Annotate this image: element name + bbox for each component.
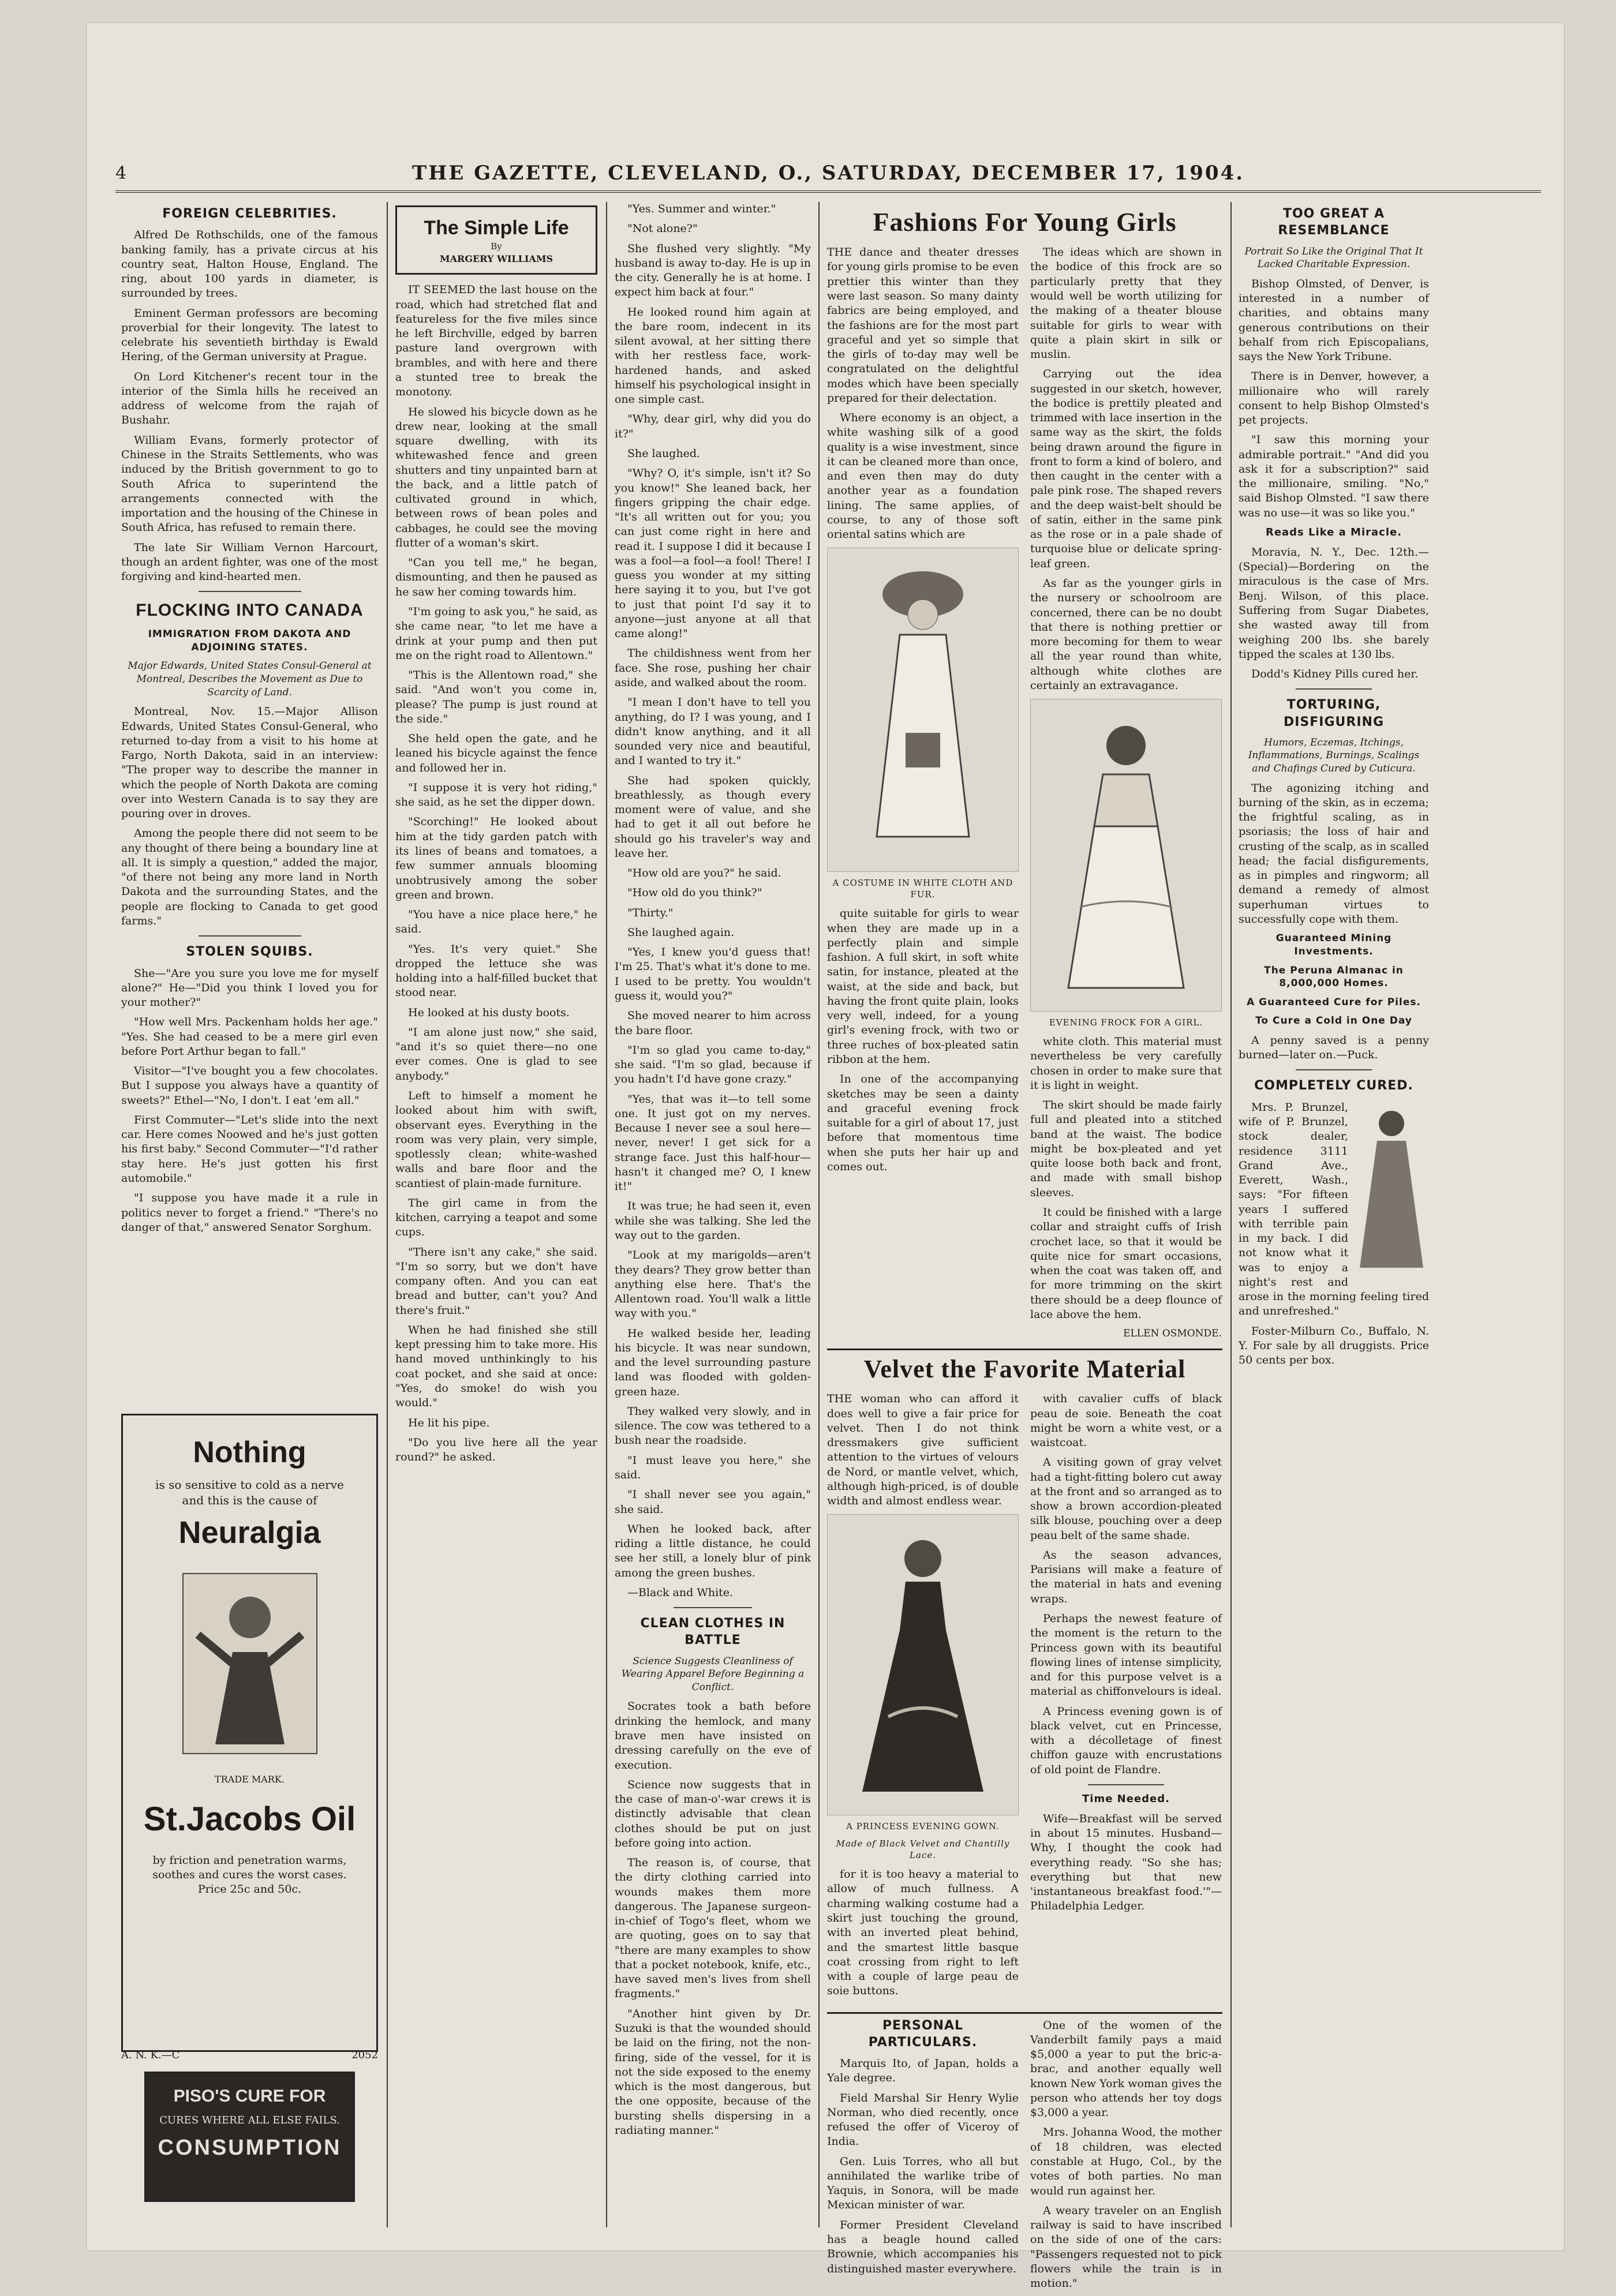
- newspaper-page: [87, 23, 1564, 2290]
- paragraph: He walked beside her, leading his bicycle. It was near sundown, and the level surrounding pasture land was flooded with golden-green haze.: [615, 1327, 811, 1398]
- paragraph: Marquis Ito, of Japan, holds a Yale degree.: [827, 2057, 1019, 2085]
- torturing-head: TORTURING, DISFIGURING: [1283, 698, 1385, 729]
- paragraph: She had spoken quickly, breathlessly, as though every moment were of value, and she had to get it all out before he should go his traveler's way and leave her.: [615, 774, 811, 860]
- trademark-illustration: [181, 1571, 319, 1756]
- costume-illustration: [827, 548, 1019, 872]
- paragraph: She moved nearer to him across the bare floor.: [615, 1009, 811, 1037]
- story-byline: MARGERY WILLIAMS: [439, 253, 553, 265]
- paragraph: "I am alone just now," she said, "and it's so quiet there—no one ever comes. One is glad to see anybody.": [395, 1025, 597, 1083]
- paragraph: She flushed very slightly. "My husband is away to-day. He is up in the city. Generally he is at home. I expect him back at four.": [615, 242, 811, 299]
- paragraph: Foster-Milburn Co., Buffalo, N. Y. For sale by all druggists. Price 50 cents per box.: [1239, 1324, 1429, 1367]
- paragraph: Field Marshal Sir Henry Wylie Norman, who died recently, once refused the offer of Viceroy of India.: [827, 2091, 1019, 2148]
- paragraph: Eminent German professors are becoming proverbial for their longevity. The latest to celebrate his seventieth birthday is Ewald Hering, of the German university at Prague.: [121, 306, 378, 364]
- paragraph: Moravia, N. Y., Dec. 12th.—(Special)—Bordering on the miraculous is the case of Mrs. Benj. Wilson, of this place. Suffering from Sugar Diabetes, she wasted away till from weighing 200 lbs. she barely tipped the scales at 130 lbs.: [1239, 545, 1429, 661]
- paragraph: white cloth. This material must nevertheless be very carefully chosen in order to make sure that it is light in weight.: [1030, 1035, 1222, 1092]
- paragraph: "How well Mrs. Packenham holds her age." "Yes. She had ceased to be a mere girl even before Port Arthur began to fall.": [121, 1016, 378, 1058]
- paragraph: Where economy is an object, a white washing silk of a good quality is a wise investment, since it can be cleaned more than once, and even then may do duty another year as a foundation lining. The same applies, of course, to any of those soft oriental satins which are: [827, 411, 1019, 541]
- paragraph: They walked very slowly, and in silence. The cow was tethered to a bush near the roadside.: [615, 1404, 811, 1447]
- foreign-celebrities-head: FOREIGN CELEBRITIES.: [162, 207, 337, 221]
- resemblance-head: TOO GREAT A RESEMBLANCE: [1278, 207, 1390, 238]
- clean-clothes-deck: Science Suggests Cleanliness of Wearing Apparel Before Beginning a Conflict.: [621, 1655, 805, 1693]
- story-title-frame: The Simple Life By MARGERY WILLIAMS: [395, 205, 597, 275]
- flocking-head: FLOCKING INTO CANADA: [136, 601, 364, 620]
- paragraph: The late Sir William Vernon Harcourt, though an ardent fighter, was one of the most forgiving and kind-hearted men.: [121, 541, 378, 583]
- paragraph: "Yes, that was it—to tell some one. It just got on my nerves. Because I never see a soul here—never, never! I get sick for a strange face. Just this half-hour—hasn't it changed me? O, I knew it!": [615, 1092, 811, 1193]
- torturing-deck: Humors, Eczemas, Itchings, Inflammations, Burnings, Scalings and Chafings Cured by Cuticura.: [1248, 736, 1420, 775]
- paragraph: "I suppose it is very hot riding," she said, as he set the dipper down.: [395, 781, 597, 809]
- paragraph: "Not alone?": [627, 222, 698, 235]
- paragraph: with cavalier cuffs of black peau de soie. Beneath the coat might be worn a white vest, or a waistcoat.: [1030, 1392, 1222, 1449]
- paragraph: Visitor—"I've bought you a few chocolates. But I suppose you always have a quantity of sweets?" Ethel—"No, I don't. I eat 'em all.": [121, 1065, 378, 1107]
- paragraph: Alfred De Rothschilds, one of the famous banking family, has a private circus at his country seat, Halton House, England. The ring, about 100 yards in diameter, is surrounded by trees.: [121, 229, 378, 300]
- dress-figure-icon: [1057, 711, 1195, 999]
- paragraph: A visiting gown of gray velvet had a tight-fitting bolero cut away at the front and so arranged as to show a brown accordion-pleated silk blouse, pouching over a deep peau belt of the same shade.: [1030, 1456, 1222, 1542]
- paragraph: "There isn't any cake," she said. "I'm so sorry, but we don't have company often. And you can eat bread and butter, can't you? And there's fruit.": [395, 1245, 597, 1317]
- paragraph: "I suppose you have made it a rule in politics never to forget a friend." "There's no danger of that," answered Senator Sorghum.: [121, 1192, 378, 1234]
- time-needed-head: Time Needed.: [1082, 1792, 1170, 1805]
- paragraph: "I must leave you here," she said.: [615, 1454, 811, 1481]
- page-title: THE GAZETTE, CLEVELAND, O., SATURDAY, DECEMBER 17, 1904.: [412, 162, 1245, 185]
- velvet-head: Velvet the Favorite Material: [863, 1354, 1186, 1383]
- paragraph: In one of the accompanying sketches may be seen a dainty and graceful evening frock suitable for a girl of about 17, just before that momentous time when she puts her hair up and comes out.: [827, 1073, 1019, 1173]
- paragraph: "Do you live here all the year round?" he asked.: [395, 1436, 597, 1464]
- paragraph: She laughed again.: [627, 926, 735, 939]
- page-number: 4: [115, 163, 127, 183]
- paragraph: He lit his pipe.: [408, 1416, 490, 1429]
- gown-figure-icon: [854, 1526, 992, 1803]
- paragraph: The skirt should be made fairly full and pleated into a stitched band at the waist. The bodice might be box-pleated and yet quite loose both back and front, and made with small bishop sleeves.: [1030, 1099, 1222, 1199]
- paragraph: Carrying out the idea suggested in our sketch, however, the bodice is prettily pleated and trimmed with lace insertion in the same way as the skirt, the folds being drawn around the figure in front to form a kind of bolero, and then caught in the center with a pale pink rose. The shaped revers and the deep waist-belt should be of satin, either in the same pink as the rose or in a pale shade of turquoise blue or delicate spring-leaf green.: [1030, 368, 1222, 570]
- paragraph: As far as the younger girls in the nursery or schoolroom are concerned, there can be no doubt that there is nothing prettier or more becoming for them to wear all the year round than white, although white clothes are certainly an extravagance.: [1030, 577, 1222, 692]
- paragraph: "I shall never see you again," she said.: [615, 1488, 811, 1516]
- masthead: [115, 156, 1541, 193]
- paragraph: It was true; he had seen it, even while she was talking. She led the way out to the garden.: [615, 1200, 811, 1242]
- fashion-head: Fashions For Young Girls: [873, 207, 1177, 237]
- paragraph: The reason is, of course, that the dirty clothing carried into wounds makes them more dangerous. The Japanese surgeon-in-chief of Togo's fleet, whom we are quoting, goes on to say that "there are many examples to show that a pocket notebook, knife, etc., have saved men's lives from shell fragments.": [615, 1856, 811, 2001]
- column-rule: [387, 202, 388, 2227]
- paragraph: The childishness went from her face. She rose, pushing her chair aside, and walked about the room.: [615, 647, 811, 689]
- paragraph: The girl came in from the kitchen, carrying a teapot and some cups.: [395, 1196, 597, 1239]
- column-2: [395, 202, 597, 2233]
- paragraph: "How old do you think?": [627, 886, 762, 900]
- paragraph: He slowed his bicycle down as he drew near, looking at the small square dwelling, with its whitewashed fence and green shutters and tiny unpainted barn at the back, and a little patch of cultivated ground in which, between rows of bean poles and cabbages, he could see the moving flutter of a woman's skirt.: [395, 405, 597, 549]
- paragraph: The agonizing itching and burning of the skin, as in eczema; the frightful scaling, as in psoriasis; the loss of hair and crusting of the scalp, as in scalled head; the facial disfigurements, as in pimples and ringworm; all demand a remedy of almost superhuman virtues to successfully cope with them.: [1239, 781, 1429, 926]
- paragraph: The ideas which are shown in the bodice of this frock are so particularly pretty that they would well be worth utilizing for the making of a theater blouse suitable for girls to wear with quite a plain skirt in silk or muslin.: [1030, 246, 1222, 361]
- paragraph: for it is too heavy a material to allow of much fullness. A charming walking costume had a skirt just touching the ground, with an inverted pleat behind, and the smartest little basque coat crossing from right to left with a couple of large peau de soie buttons.: [827, 1868, 1019, 1998]
- paragraph: Montreal, Nov. 15.—Major Allison Edwards, United States Consul-General, who returned to-day from a visit to his home at Fargo, North Dakota, said in an interview: "The proper way to describe the manner in which the people of North Dakota are coming over into Western Canada is to say they are pouring over in droves.: [121, 705, 378, 821]
- subhead: The Peruna Almanac in 8,000,000 Homes.: [1264, 964, 1404, 990]
- paragraph: quite suitable for girls to wear when they are made up in a perfectly plain and simple fashion. A full skirt, in soft white satin, for instance, pleated at the waist, at the side and back, but having the front quite plain, looks very well, indeed, for a young girl's evening frock, with two or three ruches of box-pleated satin ribbon at the hem.: [827, 907, 1019, 1066]
- paragraph: "Yes. Summer and winter.": [627, 203, 776, 215]
- paragraph: "I'm going to ask you," he said, as she came near, "to let me have a drink at your pump and then put me on the right road to Allentown.": [395, 605, 597, 662]
- paragraph: "I mean I don't have to tell you anything, do I? I was young, and I didn't know anything, and it all sounded very nice and beautiful, and I wanted to try it.": [615, 696, 811, 767]
- paragraph: "Thirty.": [627, 906, 674, 919]
- paragraph: A Princess evening gown is of black velvet, cut en Princesse, with a décolletage of finest chiffon gauze with encrustations of old point de Flandre.: [1030, 1705, 1222, 1776]
- paragraph: "Look at my marigolds—aren't they dears? They grow better than anything else here. That's the Allentown road. You'll walk a little way with you.": [615, 1249, 811, 1320]
- paragraph: It could be finished with a large collar and straight cuffs of Irish crochet lace, so that it would be quite nice for smart occasions, when the coat was taken off, and for more trimming on the skirt there should be a deep flounce of lace above the hem.: [1030, 1206, 1222, 1321]
- princess-gown-illustration: [827, 1514, 1019, 1815]
- figure-icon: [1354, 1100, 1429, 1274]
- paragraph: "Why? O, it's simple, isn't it? So you know!" She leaned back, her fingers gripping the chair edge. "It's all written out for you; you can just come right in here and read it. I suppose I did it because I was a fool—a fool—a fool! There! I guess you wonder at my sitting here saying it to you, but I've got to just that point I'd say it to anyone—just anyone at all that came along!": [615, 467, 811, 641]
- fashion-section: Fashions For Young Girls THE dance and theater dresses for young girls promise to be even prettier this winter than they were last season. So many dainty fabrics are being employed, and the fashions are for the most part graceful and yet so simple that the girls of to-day may well be congratulated on the delightful modes which have been specially prepared for their delectation. Where economy is an object, a white washing silk of a good quality is a wise investment, since it can be cleaned more than once, and even then may do duty another year as a foundation lining. The same applies, of course, to any of those soft oriental satins which are A COSTUME IN WHITE CLOTH AND FUR. quite suitable for girls to wear when they are made up in a perfectly plain and simple fashion. A full skirt, in soft white satin, for instance, pleated at the waist, at the side and back, but having the front quite plain, looks very well, indeed, for a young girl's evening frock, with two or three ruches of box-pleated satin ribbon at the hem. In one of the accompanying sketches may be seen a dainty and graceful evening frock suitable for a girl of about 17, just before that momentous time when she puts her hair up and comes out. The ideas which are shown in the bodice of this frock are so particularly pretty that they would well be worth utilizing for the making of a theater blouse suitable for girls to wear with quite a plain skirt in silk or muslin. Carrying out the idea suggested in our sketch, however, the bodice is prettily pleated and trimmed with lace insertion in the same way as the skirt, the folds being drawn around the figure in front to form a kind of bolero, and then caught in the center with a pale pink rose. The shaped revers and the deep waist-belt should be of satin, either in the same pink as the rose or in a pale shade of turquoise blue or delicate spring-leaf green. As far as the younger girls in the nursery or schoolroom are concerned, there can be no doubt that there is nothing prettier or more becoming for them to wear all the year round than white, although white clothes are certainly an extravagance. EVENING FROCK FOR A GIRL. white cloth. This material must nevertheless be very carefully chosen in order to make sure that it is light in weight. The skirt should be made fairly full and pleated into a stitched band at the waist. The bodice might be box-pleated and yet quite loose both back and front, and made with small bishop sleeves. It could be finished with a large collar and straight cuffs of Irish crochet lace, so that it would be quite nice for smart occasions, when the coat was taken off, and for more trimming on the skirt there should be a deep flounce of lace above the hem. ELLEN OSMONDE. Velvet the Favorite Material THE woman who can afford it does well to give a fair price for velvet. Then I do not think dressmakers give sufficient attention to the virtues of velours de Nord, or mantle velvet, which, although high-priced, is of double width and almost endless wear. A PRINCESS EVENING GOWN. Made of Black Velvet and Chantilly Lace. for it is too heavy a material to allow of much fullness. A charming walking costume had a skirt just touching the ground, with an inverted pleat behind, and the smartest little basque coat crossing from right to left with a couple of large peau de soie buttons. with cavalier cuffs of black peau de soie. Beneath the coat might be worn a white vest, or a waistcoat. A visiting gown of gray velvet had a tight-fitting bolero cut away at the front and so arranged as to show a brown accordion-pleated silk blouse, pouching over a deep peau belt of the same shade. As the season advances, Parisians will make a feature of the material in hats and evening wraps. Perhaps the newest feature of the moment is the return to the Princess gown with its beautiful flowing lines of intense simplicity, and for this purpose velvet is a material as chiffonvelours is ideal. A Princess evening gown is of black velvet, cut en Princesse, with a décolletage of finest chiffon gauze with encrustations of old point de Flandre. Time Needed. Wife—Breakfast will be served in about 15 minutes. Husband—Why, I thought the cook had everything ready. "So she has; everything but that new 'instantaneous breakfast food.'"—Philadelphia Ledger. PERSONAL PARTICULARS. Marquis Ito, of Japan, holds a Yale degree. Field Marshal Sir Henry Wylie Norman, who died recently, once refused the offer of Viceroy of India. Gen. Luis Torres, who all but annihilated the warlike tribe of Yaquis, in Sonora, will be made Mexican minister of war. Former President Cleveland has a beagle hound called Brownie, which accompanies his distinguished master everywhere. One of the women of the Vanderbilt family pays a maid $5,000 a year to put the bric-a-brac, and another equally well known New York woman gives the person who attends her toy dogs $3,000 a year. Mrs. Johanna Wood, the mother of 18 children, was elected constable at Hugo, Col., by the votes of both parties. No man would run against her. A weary traveler on an English railway is said to have inscribed on the side of one of the cars: "Passengers requested not to pick flowers while the train is in motion.": [827, 202, 1222, 2233]
- paragraph: Wife—Breakfast will be served in about 15 minutes. Husband—Why, I thought the cook had everything ready. "So she has; everything but that new 'instantaneous breakfast food.'"—Philadelphia Ledger.: [1030, 1812, 1222, 1913]
- caption: A PRINCESS EVENING GOWN.: [846, 1821, 1000, 1832]
- column-1: [121, 202, 378, 2233]
- paragraph: There is in Denver, however, a millionaire who will rarely consent to help Bishop Olmsted's pet projects.: [1239, 370, 1429, 427]
- paragraph: She laughed.: [627, 447, 701, 460]
- paragraph: "How old are you?" he said.: [627, 867, 781, 880]
- paragraph: "Scorching!" He looked about him at the tidy garden patch with its lines of beans and tomatoes, a few summer annuals blooming unobtrusively among the sober green and brown.: [395, 815, 597, 901]
- paragraph: He looked round him again at the bare room, indecent in its silent avowal, at her sitting there with her restless face, work-hardened hands, and asked himself his psychological insight in one simple cast.: [615, 305, 811, 406]
- flocking-deck: Major Edwards, United States Consul-General at Montreal, Describes the Movement as Due to Scarcity of Land.: [128, 660, 372, 698]
- column-rule: [818, 202, 820, 2227]
- footer-code: A. N. K.—C 2052: [121, 2049, 378, 2061]
- column-rule: [1230, 202, 1232, 2227]
- paragraph: Mrs. P. Brunzel, wife of P. Brunzel, stock dealer, residence 3111 Grand Ave., Everett, Wash., says: "For fifteen years I suffered with terrible pain in my back. I did not know what it was to enjoy a night's rest and arose in the morning feeling tired and unrefreshed.": [1239, 1100, 1429, 1318]
- paragraph: He looked at his dusty boots.: [408, 1006, 570, 1019]
- evening-frock-illustration: [1030, 699, 1222, 1012]
- paragraph: "Yes. It's very quiet." She dropped the lettuce she was holding into a half-filled bucket that stood near.: [395, 942, 597, 999]
- personal-head: PERSONAL PARTICULARS.: [868, 2018, 978, 2050]
- woman-illustration: [1354, 1100, 1429, 1274]
- paragraph: Left to himself a moment he looked about him with swift, observant eyes. Everything in the room was very plain, very simple, spotlessly clean; white-washed walls and bare floor and the scantiest of plain-made furniture.: [395, 1089, 597, 1190]
- dress-figure-icon: [859, 560, 986, 860]
- paragraph: Gen. Luis Torres, who all but annihilated the warlike tribe of Yaquis, in Sonora, will be made Mexican minister of war.: [827, 2155, 1019, 2212]
- paragraph: "This is the Allentown road," she said. "And won't you come in, please? The pump is just round at the side.": [395, 669, 597, 725]
- paragraph: On Lord Kitchener's recent tour in the interior of the Simla hills he received an address of welcome from the rajah of Bushahr.: [121, 370, 378, 427]
- paragraph: When he looked back, after riding a little distance, he could see her still, a lonely blur of pink among the green bushes.: [615, 1522, 811, 1579]
- paragraph: William Evans, formerly protector of Chinese in the Straits Settlements, who was induced by the British government to go to South Africa to superintend the arrangements connected with the importation and the housing of the Chinese in South Africa, has refused to remain there.: [121, 433, 378, 534]
- paragraph: THE dance and theater dresses for young girls promise to be even prettier this winter than they were last season. So many dainty fabrics are being employed, and the fashions are for the most part graceful and yet so simple that the girls of to-day may well be congratulated on the delightful modes which have been specially prepared for their delectation.: [827, 246, 1019, 404]
- st-jacobs-oil-ad: Nothing is so sensitive to cold as a nerve and this is the cause of Neuralgia TRADE MARK. St.Jacobs Oil by friction and penetration warms, soothes and cures the worst cases. Price 25c and 50c.: [121, 1414, 378, 2052]
- paragraph: THE woman who can afford it does well to give a fair price for velvet. Then I do not think dressmakers give sufficient attention to the virtues of velours de Nord, or mantle velvet, which, although high-priced, is of double width and almost endless wear.: [827, 1392, 1019, 1508]
- paragraph: Science now suggests that in the case of man-o'-war crews it is distinctly advisable that clean clothes should be put on just before going into action.: [615, 1778, 811, 1849]
- paragraph: A penny saved is a penny burned—later on.—Puck.: [1239, 1033, 1429, 1062]
- paragraph: "Yes, I knew you'd guess that! I'm 25. That's what it's done to me. I used to be pretty. You wouldn't guess it, would you?": [615, 946, 811, 1003]
- subhead: Guaranteed Mining Investments.: [1275, 932, 1392, 957]
- paragraph: —Black and White.: [627, 1586, 734, 1599]
- paragraph: "I'm so glad you came to-day," she said. "I'm so glad, because if you hadn't I'd have gone crazy.": [615, 1043, 811, 1086]
- paragraph: Dodd's Kidney Pills cured her.: [1251, 668, 1419, 681]
- paragraph: One of the women of the Vanderbilt family pays a maid $5,000 a year to put the bric-a-brac, and another equally well known New York woman gives the person who attends her toy dogs $3,000 a year.: [1030, 2018, 1222, 2119]
- stolen-squibs-head: STOLEN SQUIBS.: [186, 945, 313, 960]
- paragraph: She held open the gate, and he leaned his bicycle against the fence and followed her in.: [395, 732, 597, 774]
- paragraph: "Another hint given by Dr. Suzuki is that the wounded should be laid on the firing, not the non-firing, side of the vessel, for it is not the side exposed to the enemy which is the most dangerous, but the one opposite, because of the bursting shells dispersing in a radiating manner.": [615, 2007, 811, 2137]
- paragraph: She—"Are you sure you love me for myself alone?" He—"Did you think I loved you for your mother?": [121, 967, 378, 1009]
- flocking-subhead: IMMIGRATION FROM DAKOTA AND ADJOINING STATES.: [148, 628, 351, 653]
- paragraph: Perhaps the newest feature of the moment is the return to the Princess gown with its beautiful flowing lines of intense simplicity, and for this purpose velvet is a material as chiffonvelours is ideal.: [1030, 1612, 1222, 1698]
- subhead: A Guaranteed Cure for Piles.: [1247, 996, 1421, 1008]
- paragraph: "You have a nice place here," he said.: [395, 908, 597, 936]
- caption: A COSTUME IN WHITE CLOTH AND FUR.: [832, 878, 1013, 900]
- story-title: The Simple Life: [424, 217, 569, 239]
- paragraph: First Commuter—"Let's slide into the next car. Here comes Noowed and he's just gotten his first baby." Second Commuter—"I'd rather stay here. He's just gotten his first automobile.": [121, 1113, 378, 1185]
- paragraph: "Can you tell me," he began, dismounting, and then he paused as he saw her coming towards him.: [395, 556, 597, 598]
- byline: ELLEN OSMONDE.: [1123, 1328, 1222, 1340]
- piso-cure-ad: PISO'S CURE FOR CURES WHERE ALL ELSE FAILS. CONSUMPTION: [144, 2072, 355, 2202]
- paragraph: Mrs. Johanna Wood, the mother of 18 children, was elected constable at Hugo, Col., by the votes of both parties. No man would run against her.: [1030, 2126, 1222, 2197]
- paragraph: As the season advances, Parisians will make a feature of the material in hats and evening wraps.: [1030, 1548, 1222, 1605]
- clean-clothes-head: CLEAN CLOTHES IN BATTLE: [640, 1616, 785, 1648]
- caption: EVENING FROCK FOR A GIRL.: [1049, 1017, 1203, 1028]
- paragraph: When he had finished she still kept pressing him to take more. His hand moved unthinkingly to his coat pocket, and she said at once: "Yes, do smoke! do wish you would.": [395, 1323, 597, 1410]
- column-5: [1239, 202, 1429, 2233]
- paragraph: Bishop Olmsted, of Denver, is interested in a number of charities, and obtains many generous contributions on their behalf from rich Episcopalians, says the New York Tribune.: [1239, 277, 1429, 364]
- column-rule: [606, 202, 607, 2227]
- column-3: [615, 202, 811, 2233]
- resemblance-deck: Portrait So Like the Original That It Lacked Charitable Expression.: [1244, 245, 1423, 271]
- paragraph: "Why, dear girl, why did you do it?": [615, 413, 811, 440]
- paragraph: Former President Cleveland has a beagle hound called Brownie, which accompanies his distinguished master everywhere.: [827, 2218, 1019, 2275]
- paragraph: Among the people there did not seem to be any thought of there being a boundary line at all. It is simply a question," added the major, "of there not being any more land in North Dakota and the surrounding States, and the people are flocking to Canada to get good farms.": [121, 827, 378, 928]
- figure-icon: [181, 1571, 319, 1756]
- paragraph: IT SEEMED the last house on the road, which had stretched flat and featureless for the five miles since he left Birchville, edged by barren pasture land overgrown with brambles, and with here and there a stunted tree to break the monotony.: [395, 283, 597, 399]
- paragraph: "I saw this morning your admirable portrait." "And did you ask it for a subscription?" said the millionaire, smiling. "No," said Bishop Olmsted. "I saw there was no use—it was so like you.": [1239, 433, 1429, 519]
- paragraph: Socrates took a bath before drinking the hemlock, and many brave men have insisted on dressing carefully on the eve of execution.: [615, 1700, 811, 1771]
- miracle-head: Reads Like a Miracle.: [1265, 526, 1402, 538]
- subhead: To Cure a Cold in One Day: [1255, 1015, 1412, 1027]
- paragraph: A weary traveler on an English railway is said to have inscribed on the side of one of the cars: "Passengers requested not to pick flowers while the train is in motion.": [1030, 2204, 1222, 2290]
- completely-cured-head: COMPLETELY CURED.: [1254, 1078, 1413, 1093]
